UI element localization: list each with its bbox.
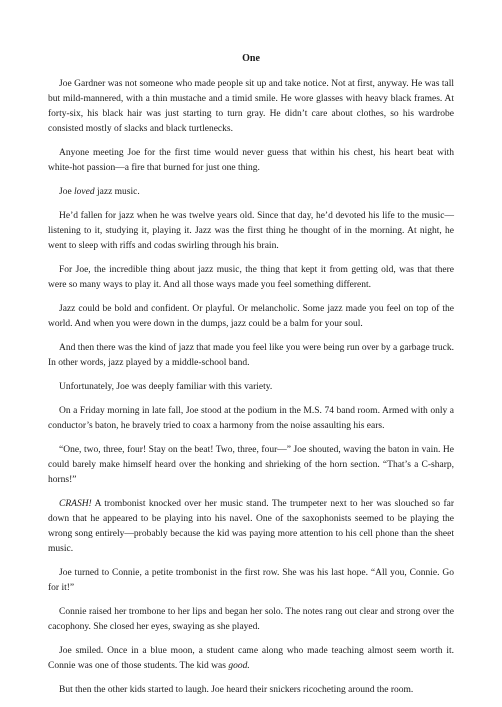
- paragraph-text: Unfortunately, Joe was deeply familiar with this variety.: [59, 382, 273, 392]
- paragraph-text: “One, two, three, four! Stay on the beat! Two, three, four—” Joe shouted, waving the baton in vain. He could barely make himself heard over the honking and shrieking of the horn section. “That’s a C-sharp, horns!”: [48, 445, 454, 485]
- paragraph-3: [48, 185, 454, 200]
- paragraph-text: On a Friday morning in late fall, Joe stood at the podium in the M.S. 74 band room. Armed with only a conductor’s baton, he bravely tried to coax a harmony from the noise assaulting his ears.: [48, 406, 454, 431]
- chapter-title: One: [242, 53, 260, 64]
- paragraph-text: jazz music.: [94, 187, 140, 197]
- paragraph-12: [48, 566, 454, 596]
- paragraph-text: Joe smiled. Once in a blue moon, a student came along who made teaching almost seem worth it. Connie was one of those students. The kid was: [48, 646, 454, 671]
- paragraph-11: [48, 497, 454, 557]
- paragraph-text: Joe: [59, 187, 75, 197]
- paragraph-text: Connie raised her trombone to her lips and began her solo. The notes rang out clear and strong over the cacophony. She closed her eyes, swaying as she played.: [48, 607, 454, 632]
- paragraph-15: [48, 683, 454, 698]
- paragraph-text: For Joe, the incredible thing about jazz music, the thing that kept it from getting old, was that there were so many ways to play it. And all those ways made you feel something different.: [48, 265, 454, 290]
- paragraph-7: [48, 341, 454, 371]
- paragraph-8: [48, 380, 454, 395]
- paragraph-text: A trombonist knocked over her music stand. The trumpeter next to her was slouched so far down that he appeared to be playing into his navel. One of the saxophonists seemed to be playing the wrong song entirely—probably because the kid was paying more attention to his cell phone than the sheet music.: [48, 499, 454, 554]
- emphasis-text: CRASH!: [59, 499, 92, 509]
- paragraph-13: [48, 605, 454, 635]
- paragraph-1: [48, 77, 454, 137]
- paragraph-6: [48, 302, 454, 332]
- paragraph-10: [48, 443, 454, 488]
- paragraph-text: Joe Gardner was not someone who made people sit up and take notice. Not at first, anyway. He was tall but mild-mannered, with a thin mustache and a timid smile. He wore glasses with heavy black frames. At forty-six, his black hair was just starting to turn gray. He didn’t care about clothes, so his wardrobe consisted mostly of slacks and black turtlenecks.: [48, 79, 454, 134]
- paragraph-14: [48, 644, 454, 674]
- paragraph-4: [48, 209, 454, 254]
- paragraph-text: Anyone meeting Joe for the first time would never guess that within his chest, his heart beat with white-hot passion—a fire that burned for just one thing.: [48, 148, 454, 173]
- paragraph-text: But then the other kids started to laugh. Joe heard their snickers ricocheting around the room.: [59, 685, 414, 695]
- paragraph-text: Joe turned to Connie, a petite trombonist in the first row. She was his last hope. “All you, Connie. Go for it!”: [48, 568, 454, 593]
- paragraph-5: [48, 263, 454, 293]
- paragraph-9: [48, 404, 454, 434]
- paragraph-text: And then there was the kind of jazz that made you feel like you were being run over by a garbage truck. In other words, jazz played by a middle-school band.: [48, 343, 454, 368]
- book-page: [48, 52, 454, 707]
- emphasis-text: good.: [228, 661, 250, 671]
- paragraph-text: He’d fallen for jazz when he was twelve years old. Since that day, he’d devoted his life to the music—listening to it, studying it, playing it. Jazz was the first thing he thought of in the morning. At night, he went to sleep with riffs and codas swirling through his brain.: [48, 211, 454, 251]
- paragraph-text: Jazz could be bold and confident. Or playful. Or melancholic. Some jazz made you feel on top of the world. And when you were down in the dumps, jazz could be a balm for your soul.: [48, 304, 454, 329]
- paragraph-2: [48, 146, 454, 176]
- emphasis-text: loved: [74, 187, 95, 197]
